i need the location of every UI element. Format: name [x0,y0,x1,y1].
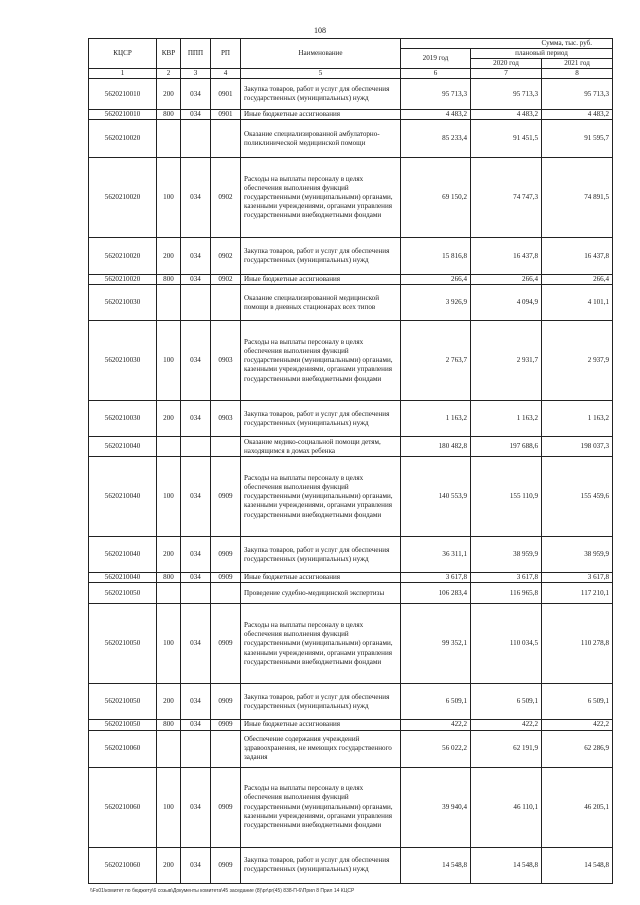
amount-2019-cell: 95 713,3 [401,79,471,110]
amount-2020-cell: 3 617,8 [471,573,542,583]
table-row [89,684,613,720]
amount-2020-cell: 4 094,9 [471,285,542,321]
table-row [89,285,613,321]
rp-cell: 0902 [211,275,241,285]
amount-2019-cell: 180 482,8 [401,437,471,457]
table-row [89,401,613,437]
amount-2019-cell: 69 150,2 [401,158,471,238]
rp-cell: 0902 [211,158,241,238]
name-cell: Иные бюджетные ассигнования [241,573,401,583]
table-row [89,573,613,583]
ppp-cell: 034 [181,684,211,720]
kvr-cell: 200 [157,537,181,573]
kvr-cell: 100 [157,321,181,401]
amount-2019-cell: 14 548,8 [401,847,471,883]
name-cell: Иные бюджетные ассигнования [241,110,401,120]
rp-cell [211,285,241,321]
name-cell: Расходы на выплаты персоналу в целях обеспечения выполнения функций государственными (муниципальными) органами, казенными учреждениями, органами управления государственными внебюджетными фондами [241,767,401,847]
amount-2021-cell: 14 548,8 [542,847,613,883]
kcsr-cell: 5620210050 [89,604,157,684]
rp-cell: 0901 [211,110,241,120]
name-cell: Закупка товаров, работ и услуг для обеспечения государственных (муниципальных) нужд [241,684,401,720]
amount-2019-cell: 15 816,8 [401,238,471,275]
amount-2020-cell: 422,2 [471,720,542,730]
kvr-cell: 100 [157,767,181,847]
kcsr-cell: 5620210060 [89,847,157,883]
column-number: 1 [89,69,157,79]
kcsr-cell: 5620210050 [89,684,157,720]
ppp-cell: 034 [181,238,211,275]
amount-2019-cell: 99 352,1 [401,604,471,684]
rp-cell [211,583,241,604]
amount-2020-cell: 2 931,7 [471,321,542,401]
amount-2019-cell: 56 022,2 [401,730,471,767]
ppp-cell: 034 [181,401,211,437]
column-number: 6 [401,69,471,79]
kcsr-cell: 5620210040 [89,537,157,573]
column-number: 3 [181,69,211,79]
amount-2019-cell: 140 553,9 [401,457,471,537]
amount-2021-cell: 4 101,1 [542,285,613,321]
amount-2021-cell: 16 437,8 [542,238,613,275]
header-rp: РП [211,39,241,69]
ppp-cell: 034 [181,79,211,110]
amount-2019-cell: 106 283,4 [401,583,471,604]
amount-2021-cell: 422,2 [542,720,613,730]
amount-2021-cell: 6 509,1 [542,684,613,720]
amount-2020-cell: 74 747,3 [471,158,542,238]
budget-table [88,38,613,884]
table-row [89,437,613,457]
amount-2019-cell: 85 233,4 [401,120,471,158]
amount-2020-cell: 197 688,6 [471,437,542,457]
table-row [89,583,613,604]
ppp-cell [181,285,211,321]
header-plan-period: плановый период [471,49,613,59]
amount-2020-cell: 116 965,8 [471,583,542,604]
kvr-cell: 200 [157,79,181,110]
amount-2021-cell: 91 595,7 [542,120,613,158]
amount-2020-cell: 1 163,2 [471,401,542,437]
amount-2021-cell: 266,4 [542,275,613,285]
rp-cell: 0909 [211,720,241,730]
kvr-cell: 200 [157,238,181,275]
rp-cell: 0902 [211,238,241,275]
header-kcsr: КЦСР [89,39,157,69]
kvr-cell: 100 [157,604,181,684]
kcsr-cell: 5620210010 [89,79,157,110]
kvr-cell [157,120,181,158]
ppp-cell: 034 [181,604,211,684]
table-row [89,158,613,238]
rp-cell: 0909 [211,537,241,573]
header-name: Наименование [241,39,401,69]
ppp-cell: 034 [181,321,211,401]
table-row [89,720,613,730]
ppp-cell [181,437,211,457]
amount-2021-cell: 117 210,1 [542,583,613,604]
table-row [89,238,613,275]
amount-2020-cell: 155 110,9 [471,457,542,537]
table-row [89,767,613,847]
ppp-cell: 034 [181,537,211,573]
kcsr-cell: 5620210030 [89,401,157,437]
amount-2019-cell: 422,2 [401,720,471,730]
header-year-2020: 2020 год [471,59,542,69]
table-row [89,847,613,883]
kcsr-cell: 5620210040 [89,573,157,583]
amount-2021-cell: 155 459,6 [542,457,613,537]
rp-cell: 0903 [211,401,241,437]
name-cell: Расходы на выплаты персоналу в целях обеспечения выполнения функций государственными (муниципальными) органами, казенными учреждениями, органами управления государственными внебюджетными фондами [241,457,401,537]
header-year-2021: 2021 год [542,59,613,69]
kcsr-cell: 5620210030 [89,321,157,401]
column-number: 2 [157,69,181,79]
column-number: 4 [211,69,241,79]
ppp-cell: 034 [181,573,211,583]
kvr-cell: 800 [157,720,181,730]
rp-cell: 0909 [211,847,241,883]
kcsr-cell: 5620210010 [89,110,157,120]
amount-2021-cell: 38 959,9 [542,537,613,573]
amount-2021-cell: 95 713,3 [542,79,613,110]
kvr-cell [157,730,181,767]
name-cell: Закупка товаров, работ и услуг для обеспечения государственных (муниципальных) нужд [241,238,401,275]
amount-2019-cell: 2 763,7 [401,321,471,401]
name-cell: Закупка товаров, работ и услуг для обеспечения государственных (муниципальных) нужд [241,79,401,110]
kvr-cell: 800 [157,110,181,120]
ppp-cell: 034 [181,847,211,883]
header-year-2019: 2019 год [401,49,471,69]
amount-2020-cell: 91 451,5 [471,120,542,158]
ppp-cell [181,583,211,604]
kvr-cell: 200 [157,401,181,437]
amount-2019-cell: 266,4 [401,275,471,285]
header-ppp: ППП [181,39,211,69]
name-cell: Закупка товаров, работ и услуг для обеспечения государственных (муниципальных) нужд [241,847,401,883]
amount-2020-cell: 62 191,9 [471,730,542,767]
amount-2020-cell: 46 110,1 [471,767,542,847]
kvr-cell: 200 [157,847,181,883]
kcsr-cell: 5620210040 [89,437,157,457]
column-number: 7 [471,69,542,79]
header-row-1 [89,39,613,49]
kcsr-cell: 5620210040 [89,457,157,537]
kvr-cell: 800 [157,275,181,285]
kcsr-cell: 5620210050 [89,583,157,604]
amount-2020-cell: 110 034,5 [471,604,542,684]
table-row [89,457,613,537]
ppp-cell: 034 [181,110,211,120]
amount-2020-cell: 38 959,9 [471,537,542,573]
kvr-cell: 800 [157,573,181,583]
name-cell: Расходы на выплаты персоналу в целях обеспечения выполнения функций государственными (муниципальными) органами, казенными учреждениями, органами управления государственными внебюджетными фондами [241,604,401,684]
table-row [89,730,613,767]
rp-cell: 0901 [211,79,241,110]
amount-2020-cell: 6 509,1 [471,684,542,720]
amount-2021-cell: 110 278,8 [542,604,613,684]
amount-2020-cell: 266,4 [471,275,542,285]
amount-2019-cell: 6 509,1 [401,684,471,720]
table-row [89,275,613,285]
table-row [89,110,613,120]
amount-2019-cell: 39 940,4 [401,767,471,847]
kcsr-cell: 5620210060 [89,767,157,847]
amount-2021-cell: 1 163,2 [542,401,613,437]
amount-2019-cell: 3 617,8 [401,573,471,583]
rp-cell: 0903 [211,321,241,401]
ppp-cell [181,120,211,158]
amount-2021-cell: 46 205,1 [542,767,613,847]
footer-file-path: \\Fs01\комитет по бюджету\6 созыв\Документы комитета\45 заседание (8)\pr\pr(45) 838-П-6\Прил 8 Прил 14 КЦСР [90,888,355,894]
amount-2019-cell: 1 163,2 [401,401,471,437]
kcsr-cell: 5620210050 [89,720,157,730]
name-cell: Расходы на выплаты персоналу в целях обеспечения выполнения функций государственными (муниципальными) органами, казенными учреждениями, органами управления государственными внебюджетными фондами [241,321,401,401]
amount-2021-cell: 198 037,3 [542,437,613,457]
rp-cell: 0909 [211,604,241,684]
kcsr-cell: 5620210020 [89,120,157,158]
amount-2020-cell: 16 437,8 [471,238,542,275]
rp-cell: 0909 [211,684,241,720]
column-number: 5 [241,69,401,79]
amount-2021-cell: 3 617,8 [542,573,613,583]
ppp-cell: 034 [181,767,211,847]
name-cell: Расходы на выплаты персоналу в целях обеспечения выполнения функций государственными (муниципальными) органами, казенными учреждениями, органами управления государственными внебюджетными фондами [241,158,401,238]
kcsr-cell: 5620210020 [89,275,157,285]
name-cell: Обеспечение содержания учреждений здравоохранения, не имеющих государственного задания [241,730,401,767]
rp-cell: 0909 [211,573,241,583]
rp-cell [211,437,241,457]
amount-2020-cell: 95 713,3 [471,79,542,110]
header-sum: Сумма, тыс. руб. [401,39,613,49]
table-row [89,120,613,158]
table-row [89,321,613,401]
amount-2020-cell: 4 483,2 [471,110,542,120]
table-row [89,604,613,684]
kvr-cell: 100 [157,158,181,238]
header-kvr: КВР [157,39,181,69]
rp-cell: 0909 [211,767,241,847]
kvr-cell: 200 [157,684,181,720]
table-body [89,79,613,883]
column-number: 8 [542,69,613,79]
amount-2020-cell: 14 548,8 [471,847,542,883]
table-row [89,537,613,573]
table-row [89,79,613,110]
amount-2021-cell: 74 891,5 [542,158,613,238]
name-cell: Иные бюджетные ассигнования [241,275,401,285]
name-cell: Иные бюджетные ассигнования [241,720,401,730]
rp-cell [211,120,241,158]
ppp-cell [181,730,211,767]
ppp-cell: 034 [181,275,211,285]
ppp-cell: 034 [181,457,211,537]
name-cell: Закупка товаров, работ и услуг для обеспечения государственных (муниципальных) нужд [241,401,401,437]
kvr-cell: 100 [157,457,181,537]
kvr-cell [157,583,181,604]
page-number: 108 [314,26,326,35]
amount-2019-cell: 3 926,9 [401,285,471,321]
name-cell: Оказание медико-социальной помощи детям, находящимся в домах ребенка [241,437,401,457]
ppp-cell: 034 [181,158,211,238]
name-cell: Закупка товаров, работ и услуг для обеспечения государственных (муниципальных) нужд [241,537,401,573]
kcsr-cell: 5620210020 [89,158,157,238]
name-cell: Оказание специализированной медицинской помощи в дневных стационарах всех типов [241,285,401,321]
kvr-cell [157,437,181,457]
name-cell: Оказание специализированной амбулаторно-поликлинической медицинской помощи [241,120,401,158]
kcsr-cell: 5620210020 [89,238,157,275]
kvr-cell [157,285,181,321]
amount-2019-cell: 4 483,2 [401,110,471,120]
amount-2021-cell: 2 937,9 [542,321,613,401]
ppp-cell: 034 [181,720,211,730]
name-cell: Проведение судебно-медицинской экспертизы [241,583,401,604]
amount-2021-cell: 4 483,2 [542,110,613,120]
kcsr-cell: 5620210060 [89,730,157,767]
amount-2021-cell: 62 286,9 [542,730,613,767]
column-number-row [89,69,613,79]
rp-cell: 0909 [211,457,241,537]
kcsr-cell: 5620210030 [89,285,157,321]
rp-cell [211,730,241,767]
amount-2019-cell: 36 311,1 [401,537,471,573]
